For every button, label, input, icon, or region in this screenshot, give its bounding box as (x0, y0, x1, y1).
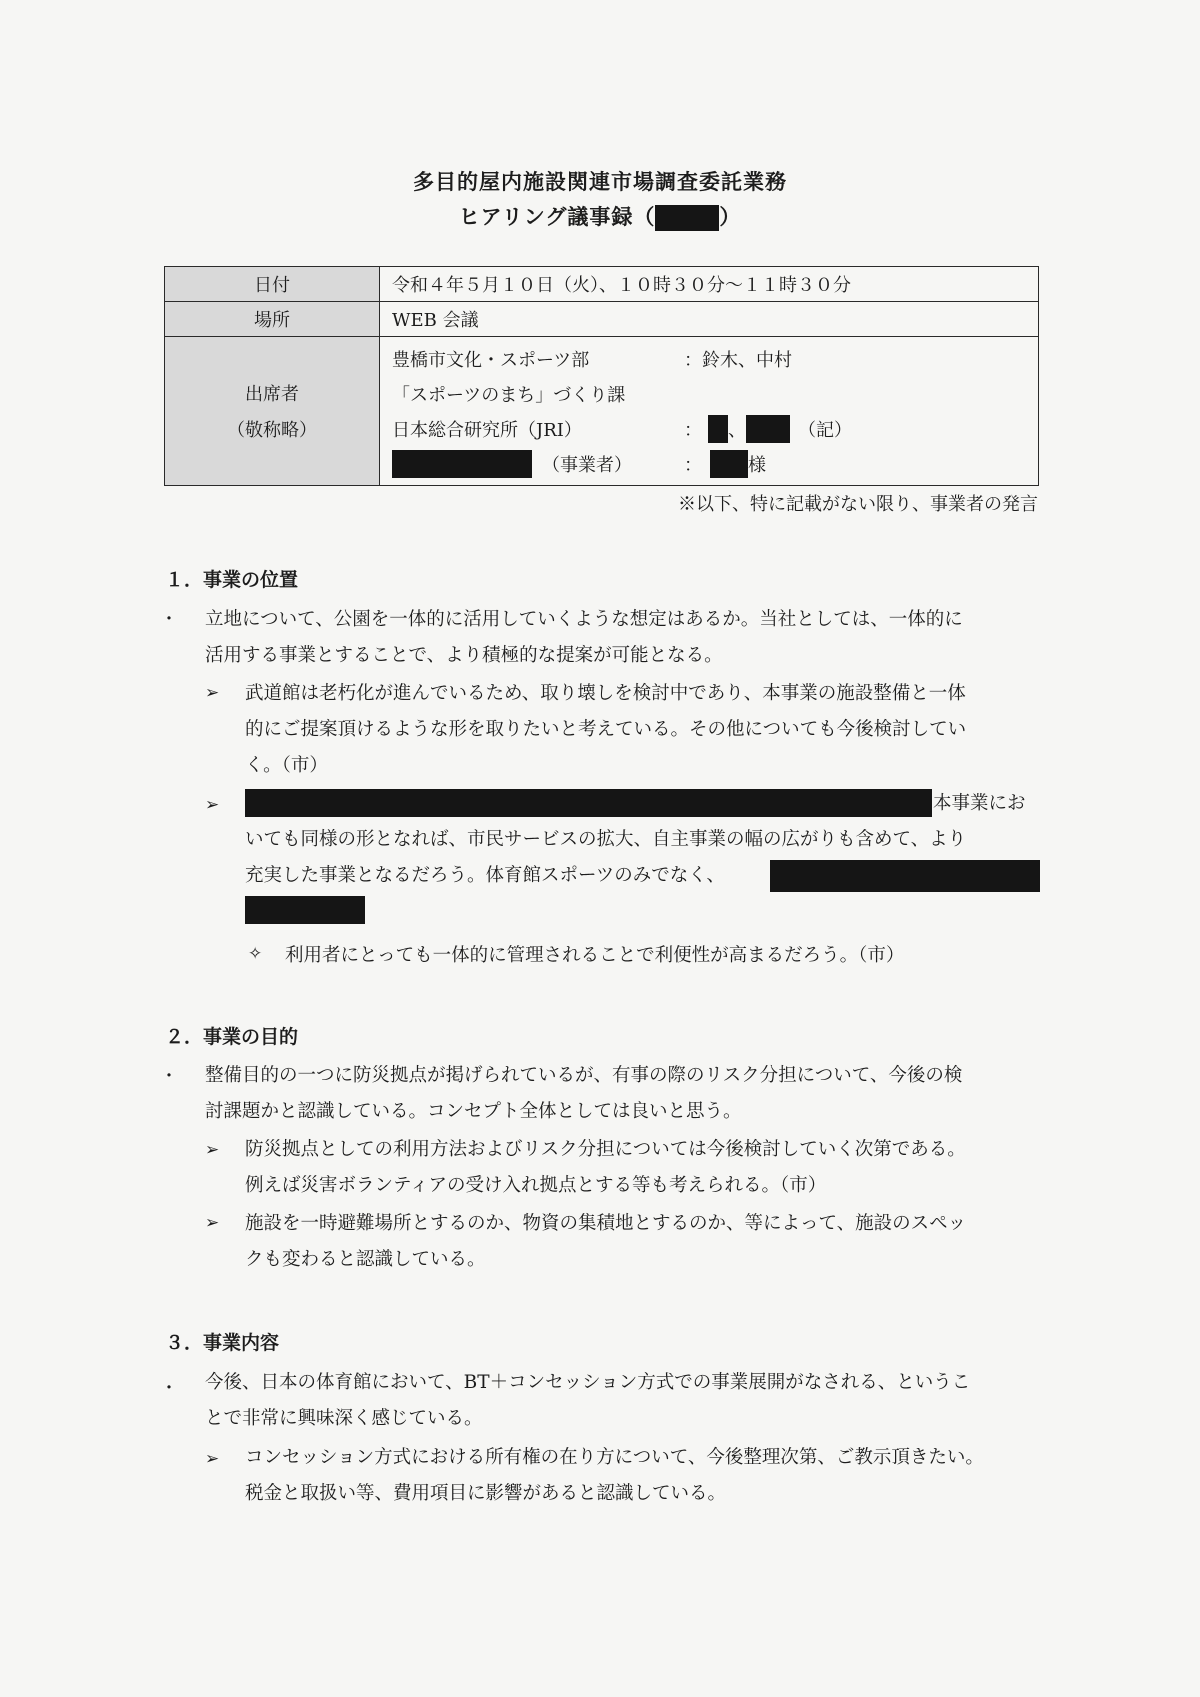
attendees-label-main: 出席者 (245, 384, 299, 405)
colon: ： (684, 419, 702, 441)
attendees-list (380, 337, 1039, 486)
paragraph (205, 1058, 962, 1130)
text-line: 充実した事業となるだろう。体育館スポーツのみでなく、 (245, 865, 725, 886)
redaction-block (655, 205, 719, 231)
business-label: （事業者） (542, 454, 632, 476)
speaker-note: ※以下、特に記載がない限り、事業者の発言 (678, 494, 1038, 515)
section-heading-3: ３．事業内容 (165, 1332, 280, 1354)
text-line: 利用者にとっても一体的に管理されることで利便性が高まるだろう。（市） (285, 945, 905, 966)
attendee-names (684, 450, 766, 478)
text-line: 防災拠点としての利用方法およびリスク分担については今後検討していく次第である。 (245, 1139, 966, 1160)
redaction-block (770, 860, 1040, 892)
table-row-attendees (165, 337, 1039, 486)
text-line: 税金と取扱い等、費用項目に影響があると認識している。 (245, 1483, 727, 1504)
paragraph (245, 1132, 966, 1204)
text-line: 例えば災害ボランティアの受け入れ拠点とする等も考えられる。（市） (245, 1175, 827, 1196)
text-line: 整備目的の一つに防災拠点が掲げられているが、有事の際のリスク分担について、今後の検 (205, 1065, 963, 1086)
diamond-bullet: ✧ (248, 944, 263, 964)
subtitle-suffix: ） (719, 205, 742, 229)
section-heading-1: １．事業の位置 (165, 569, 299, 591)
redaction-block (708, 415, 728, 443)
text-line: 立地について、公園を一体的に活用していくような想定はあるか。当社としては、一体的に (205, 609, 963, 630)
redaction-block (245, 789, 932, 817)
table-row-date (165, 267, 1039, 302)
separator: 、 (728, 419, 746, 441)
text-line: 的にご提案頂けるような形を取りたいと考えている。その他についても今後検討してい (245, 719, 967, 740)
attendee-row-jri (392, 411, 1026, 446)
arrow-bullet: ➢ (205, 795, 220, 815)
redaction-block (746, 415, 790, 443)
paragraph (205, 602, 963, 674)
date-value: 令和４年５月１０日（火）、１０時３０分～１１時３０分 (380, 267, 1039, 302)
document-subtitle (0, 201, 1200, 231)
text-line: 施設を一時避難場所とするのか、物資の集積地とするのか、等によって、施設のスペッ (245, 1213, 967, 1234)
recorder-mark: （記） (798, 419, 852, 441)
paragraph (205, 1365, 970, 1437)
text-line: 活用する事業とすることで、より積極的な提案が可能となる。 (205, 645, 723, 666)
arrow-bullet: ➢ (205, 1213, 220, 1233)
attendee-division: 「スポーツのまち」づくり課 (392, 384, 626, 406)
bullet-dot: ・ (160, 609, 178, 630)
place-value: WEB 会議 (380, 302, 1039, 337)
table-row-place (165, 302, 1039, 337)
place-label: 場所 (165, 302, 380, 337)
attendee-row-business (392, 446, 1026, 481)
document-title: 多目的屋内施設関連市場調査委託業務 (413, 170, 787, 194)
text-line: 討課題かと認識している。コンセプト全体としては良いと思う。 (205, 1101, 742, 1122)
attendees-label (165, 337, 380, 486)
attendees-label-sub: （敬称略） (227, 420, 317, 441)
redaction-block (710, 450, 748, 478)
arrow-bullet: ➢ (205, 1449, 220, 1469)
section-heading-2: ２．事業の目的 (165, 1026, 299, 1048)
date-label: 日付 (165, 267, 380, 302)
bullet-dot: ・ (160, 1378, 178, 1399)
meeting-info-table (164, 266, 1039, 486)
attendee-org: 豊橋市文化・スポーツ部 (392, 349, 590, 371)
attendee-names: ：鈴木、中村 (684, 349, 792, 371)
paragraph (245, 676, 966, 784)
attendee-names (684, 415, 852, 443)
attendee-row-division (392, 376, 1026, 411)
redaction-block (392, 450, 532, 478)
bullet-dot: ・ (160, 1066, 178, 1087)
paragraph (245, 1440, 984, 1512)
colon: ： (684, 454, 702, 476)
arrow-bullet: ➢ (205, 683, 220, 703)
arrow-bullet: ➢ (205, 1140, 220, 1160)
text-line: とで非常に興味深く感じている。 (205, 1408, 483, 1429)
text-line: く。（市） (245, 755, 328, 776)
text-line: クも変わると認識している。 (245, 1249, 486, 1270)
redaction-block (245, 896, 365, 924)
subtitle-prefix: ヒアリング議事録（ (458, 205, 656, 229)
text-line: 武道館は老朽化が進んでいるため、取り壊しを検討中であり、本事業の施設整備と一体 (245, 683, 966, 704)
paragraph (245, 1206, 966, 1278)
attendee-row-city (392, 341, 1026, 376)
text-line: いても同様の形となれば、市民サービスの拡大、自主事業の幅の広がりも含めて、より (245, 829, 967, 850)
text-line: コンセッション方式における所有権の在り方について、今後整理次第、ご教示頂きたい。 (245, 1447, 984, 1468)
attendee-org (392, 450, 684, 478)
attendee-org: 日本総合研究所（JRI） (392, 419, 582, 441)
text-line: 今後、日本の体育館において、BT＋コンセッション方式での事業展開がなされる、というこ (205, 1372, 971, 1393)
text-line: 本事業にお (933, 793, 1026, 814)
honorific: 様 (748, 454, 766, 476)
